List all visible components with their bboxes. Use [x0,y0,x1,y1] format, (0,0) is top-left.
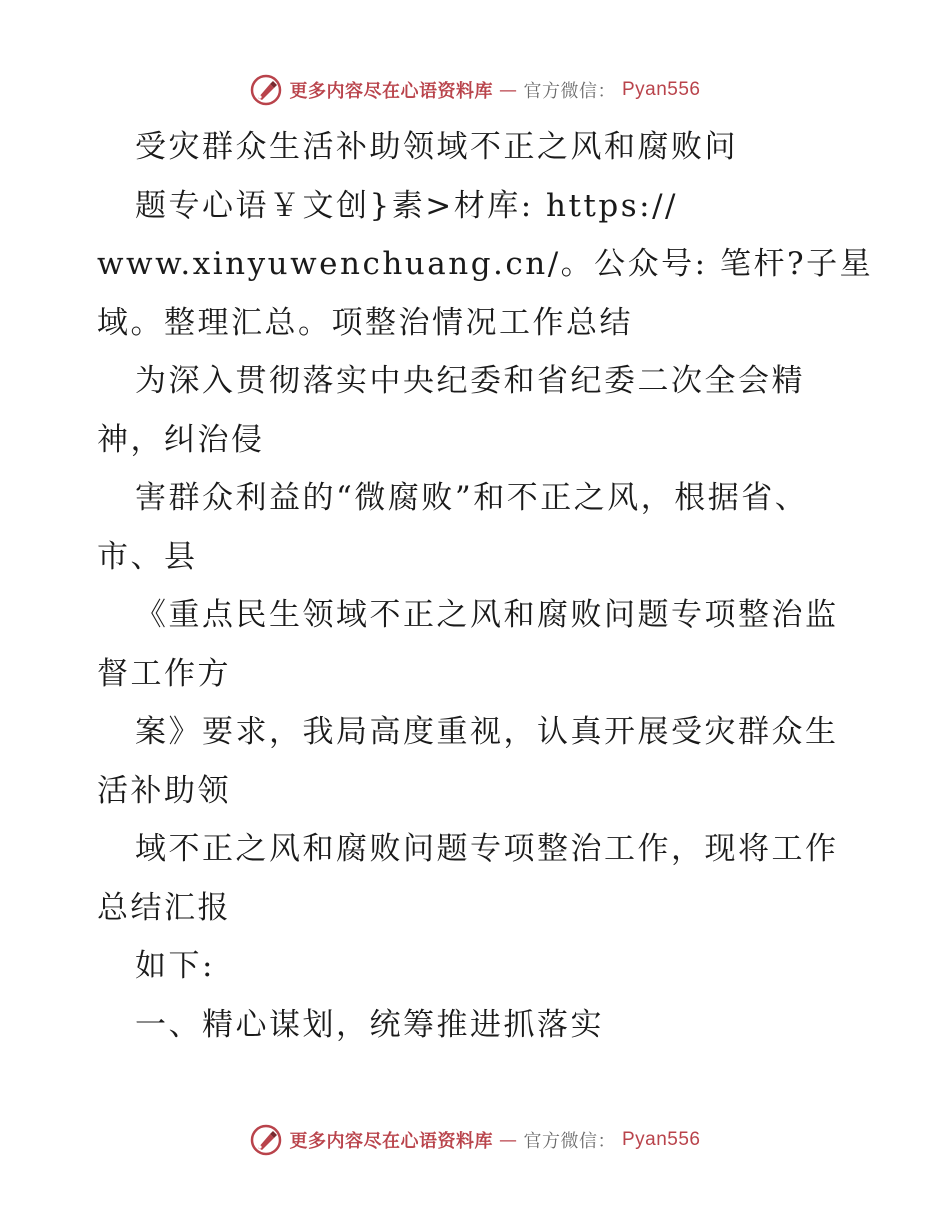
text-line: 神，纠治侵 [97,421,265,458]
text-line: 总结汇报 [97,889,231,926]
watermark-official-label: 官方微信： [523,81,616,102]
watermark-wechat-id: Pyan556 [621,79,701,100]
watermark-dash: — [498,79,518,101]
text-line: 案》要求，我局高度重视，认真开展受灾群众生 [135,714,839,750]
watermark-dash: — [498,1129,518,1151]
section-heading: 一、精心谋划，统筹推进抓落实 [135,1006,604,1043]
text-line: 为深入贯彻落实中央纪委和省纪委二次全会精 [135,363,805,399]
header-watermark [0,70,950,110]
watermark-brand: 更多内容尽在心语资料库 [289,1131,493,1152]
text-line: 题专心语￥文创}素>材库: https:// [135,187,678,224]
text-line: 害群众利益的“微腐败”和不正之风，根据省、 [135,480,809,516]
pen-logo-icon [249,73,283,107]
text-line: 《重点民生领域不正之风和腐败问题专项整治监 [135,597,839,633]
text-line: 如下: [135,948,215,984]
text-line: 域不正之风和腐败问题专项整治工作，现将工作 [135,831,839,867]
watermark-brand: 更多内容尽在心语资料库 [289,81,493,102]
text-line: 活补助领 [97,772,231,809]
document-body [97,118,874,1054]
footer-watermark [0,1120,950,1160]
text-line: 受灾群众生活补助领域不正之风和腐败问 [135,129,738,165]
text-line: www.xinyuwenchuang.cn/。公众号: 笔杆?子星 [97,246,874,282]
watermark-wechat-id: Pyan556 [621,1129,701,1150]
pen-logo-icon [249,1123,283,1157]
text-line: 市、县 [97,538,198,575]
text-line: 域。整理汇总。项整治情况工作总结 [97,304,633,341]
text-line: 督工作方 [97,655,231,692]
watermark-official-label: 官方微信： [523,1131,616,1152]
